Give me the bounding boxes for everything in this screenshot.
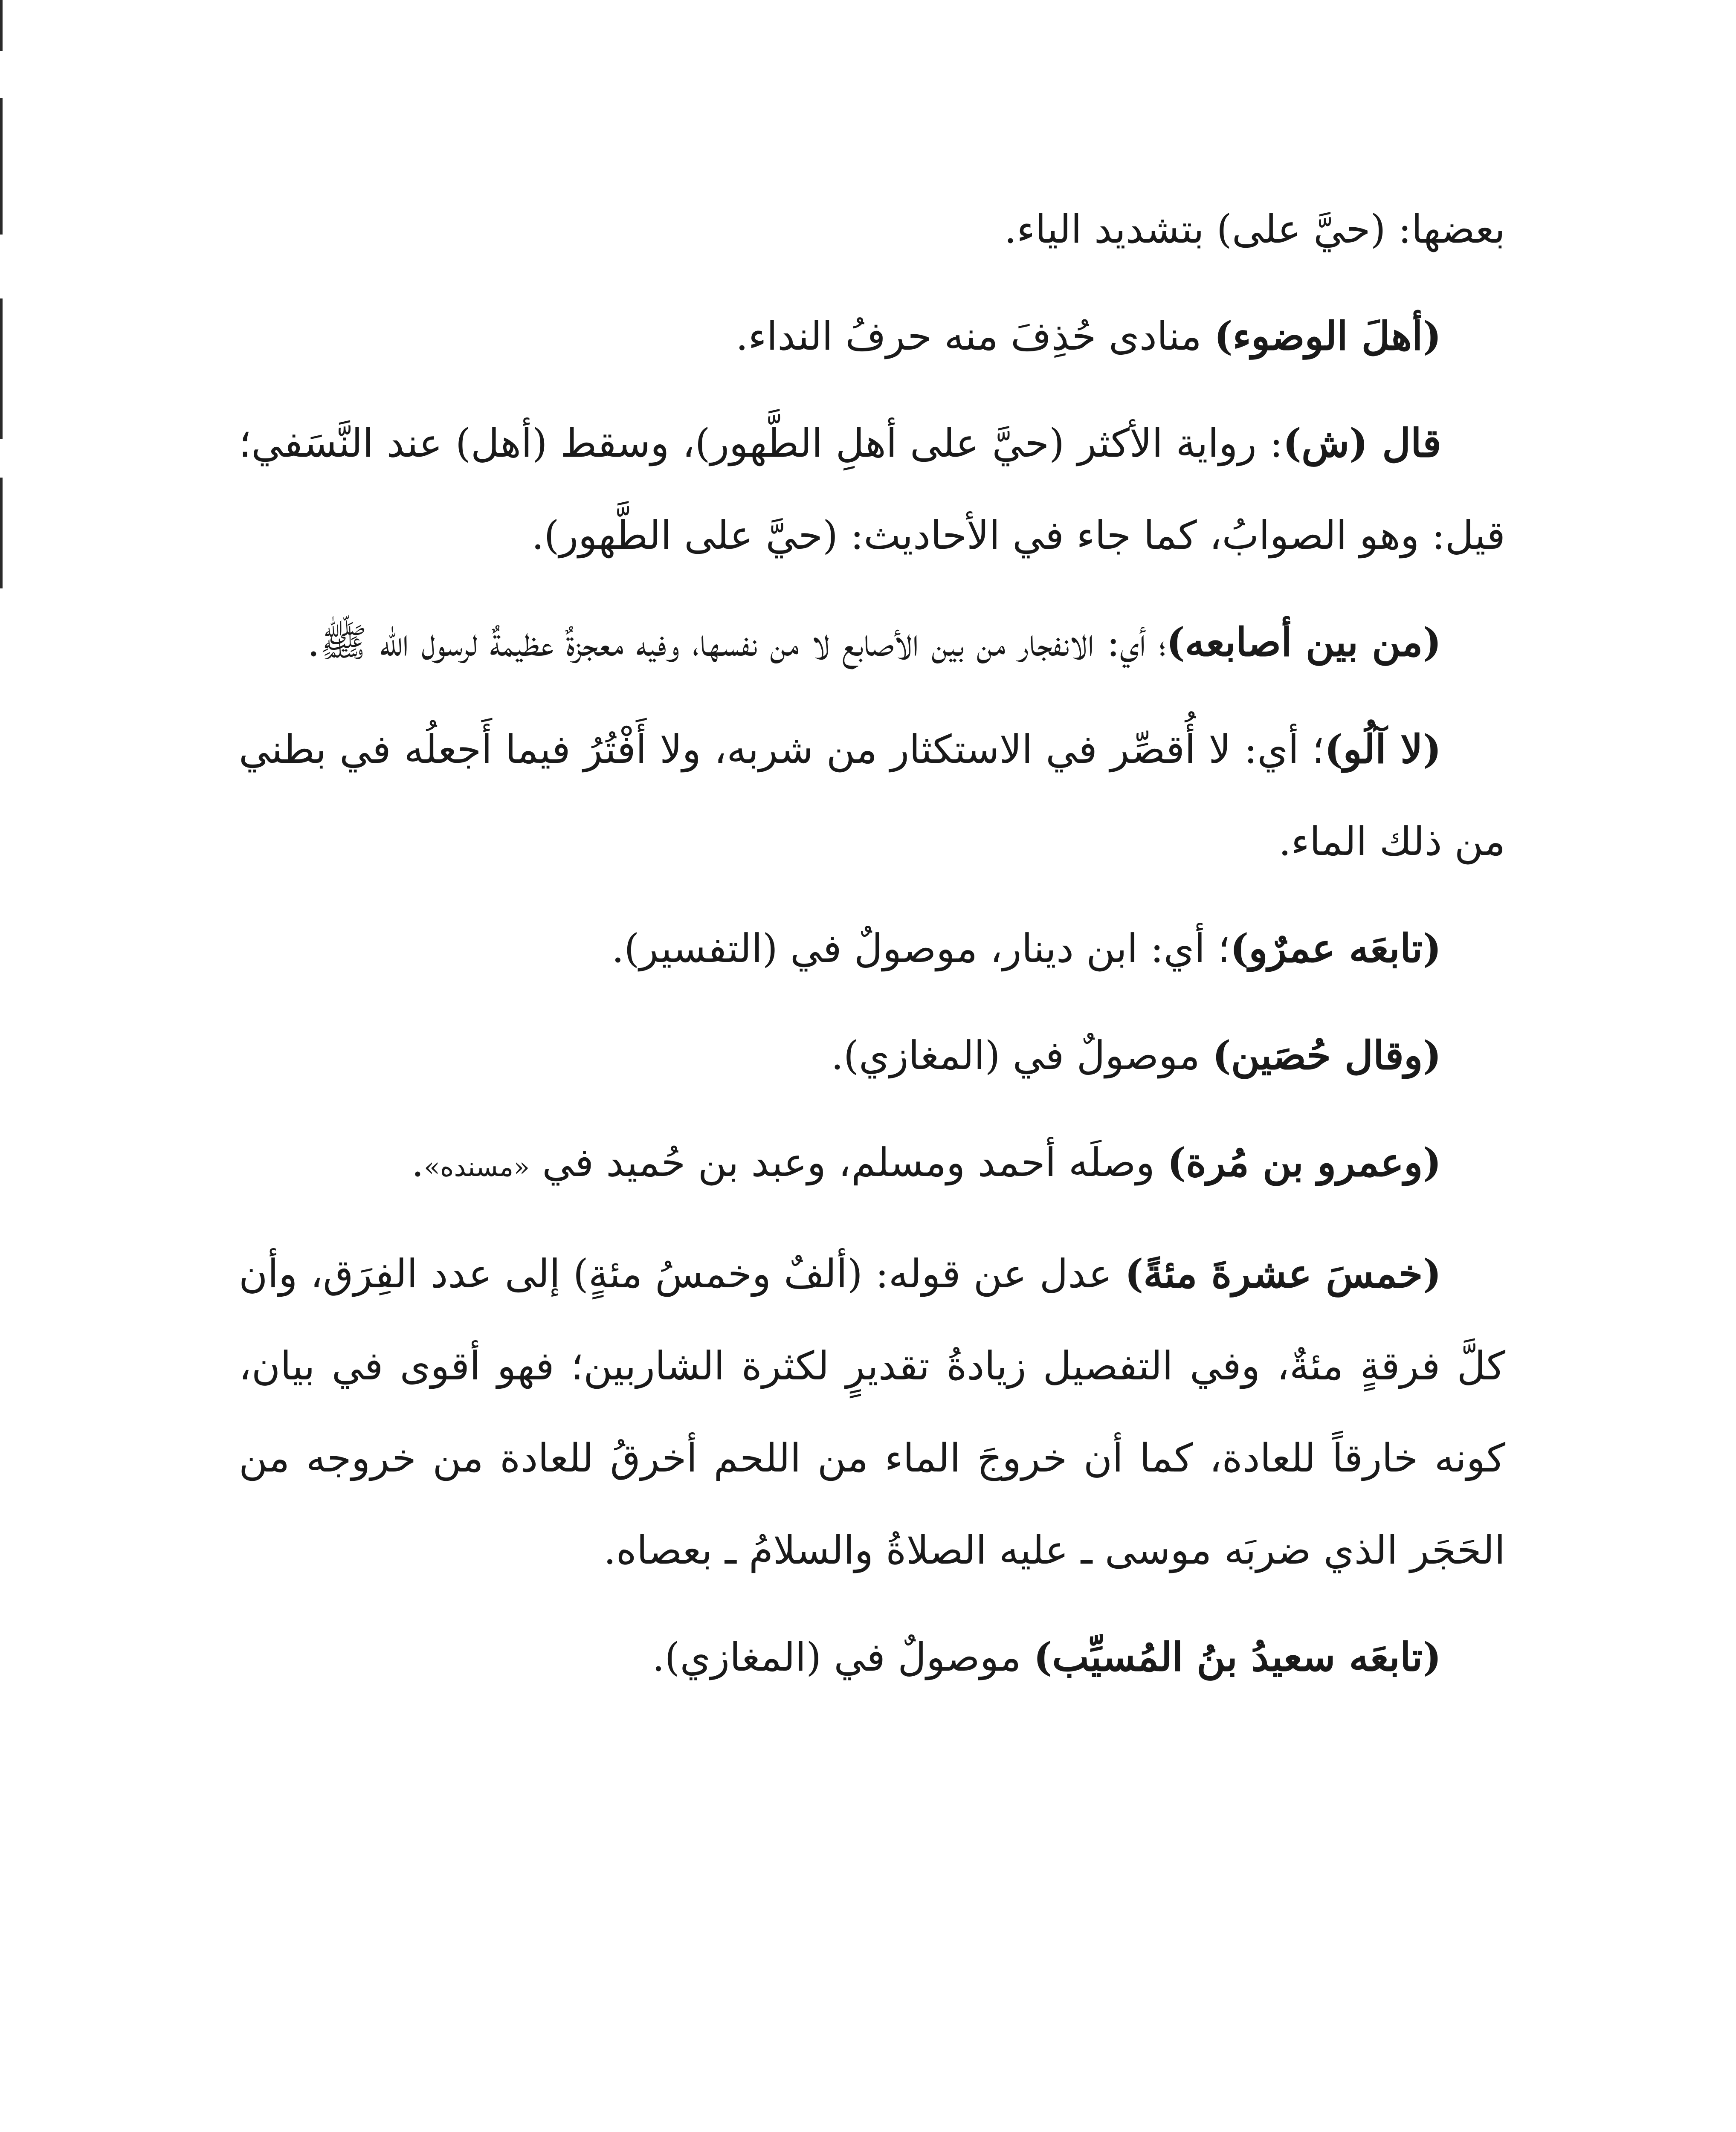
paragraph-6 [239, 902, 1505, 995]
commentary-heading: (تابعَه عمرٌو) [1230, 925, 1441, 971]
paragraph-7 [239, 1009, 1505, 1102]
paragraph-text: . [411, 1140, 424, 1185]
scan-edge-mark [0, 298, 3, 439]
paragraph-text: ؛ أي: لا أُقصِّر في الاستكثار من شربه، ولا أَفْتُرُ فيما أَجعلُه في بطني من ذلك الماء. [239, 727, 1505, 864]
paragraph-8 [239, 1116, 1505, 1213]
paragraph-text: منادى حُذِفَ منه حرفُ النداء. [736, 313, 1214, 359]
paragraph-text: موصولٌ في (المغازي). [831, 1033, 1213, 1078]
paragraph-5 [239, 703, 1505, 888]
commentary-heading: قال (ش) [1283, 420, 1441, 466]
scan-edge-mark [0, 98, 3, 235]
paragraph-1 [239, 183, 1505, 275]
page-text-body [239, 183, 1505, 1718]
paragraph-text: ؛ أي: الانفجار من بين الأصابع لا من نفسها، وفيه معجزةٌ عظيمةٌ لرسول الله ﷺ. [307, 620, 1167, 665]
scan-edge-mark [0, 478, 3, 588]
paragraph-4 [239, 596, 1505, 689]
paragraph-9 [239, 1228, 1505, 1596]
commentary-heading: (وقال حُصَين) [1212, 1032, 1441, 1078]
commentary-heading: (من بين أصابعه) [1166, 619, 1441, 665]
paragraph-text: موصولٌ في (المغازي). [652, 1634, 1034, 1680]
commentary-heading: (تابعَه سعيدُ بنُ المُسيِّب) [1033, 1634, 1441, 1680]
paragraph-text: بعضها: (حيَّ على) بتشديد الياء. [1004, 206, 1505, 252]
paragraph-10 [239, 1611, 1505, 1703]
commentary-heading: (خمسَ عشرةَ مئةً) [1124, 1251, 1441, 1297]
paragraph-text: عدل عن قوله: (ألفٌ وخمسُ مئةٍ) إلى عدد الفِرَق، وأن كلَّ فرقةٍ مئةٌ، وفي التفصيل زيادةُ تقديرٍ لكثرة الشاربين؛ فهو أقوى في بيان، كونه خارقاً للعادة، كما أن خروجَ الماء من اللحم أخرقُ للعادة من خروجه من الحَجَر الذي ضربَه موسى ـ عليه الصلاةُ والسلامُ ـ بعصاه. [239, 1251, 1505, 1573]
book-title: «مسنده» [424, 1151, 530, 1182]
commentary-heading: (أهلَ الوضوء) [1214, 313, 1441, 359]
paragraph-3 [239, 397, 1505, 582]
commentary-heading: (وعمرو بن مُرة) [1167, 1139, 1441, 1185]
scan-edge-mark [0, 0, 3, 51]
paragraph-text: : رواية الأكثر (حيَّ على أهلِ الطَّهور)، وسقط (أهل) عند النَّسَفي؛ قيل: وهو الصوابُ، كما جاء في الأحاديث: (حيَّ على الطَّهور). [239, 420, 1505, 558]
paragraph-2 [239, 290, 1505, 382]
commentary-heading: (لا آلُو) [1324, 726, 1441, 772]
paragraph-text: وصلَه أحمد ومسلم، وعبد بن حُميد في [530, 1140, 1168, 1185]
paragraph-text: ؛ أي: ابن دينار، موصولٌ في (التفسير). [612, 926, 1230, 971]
